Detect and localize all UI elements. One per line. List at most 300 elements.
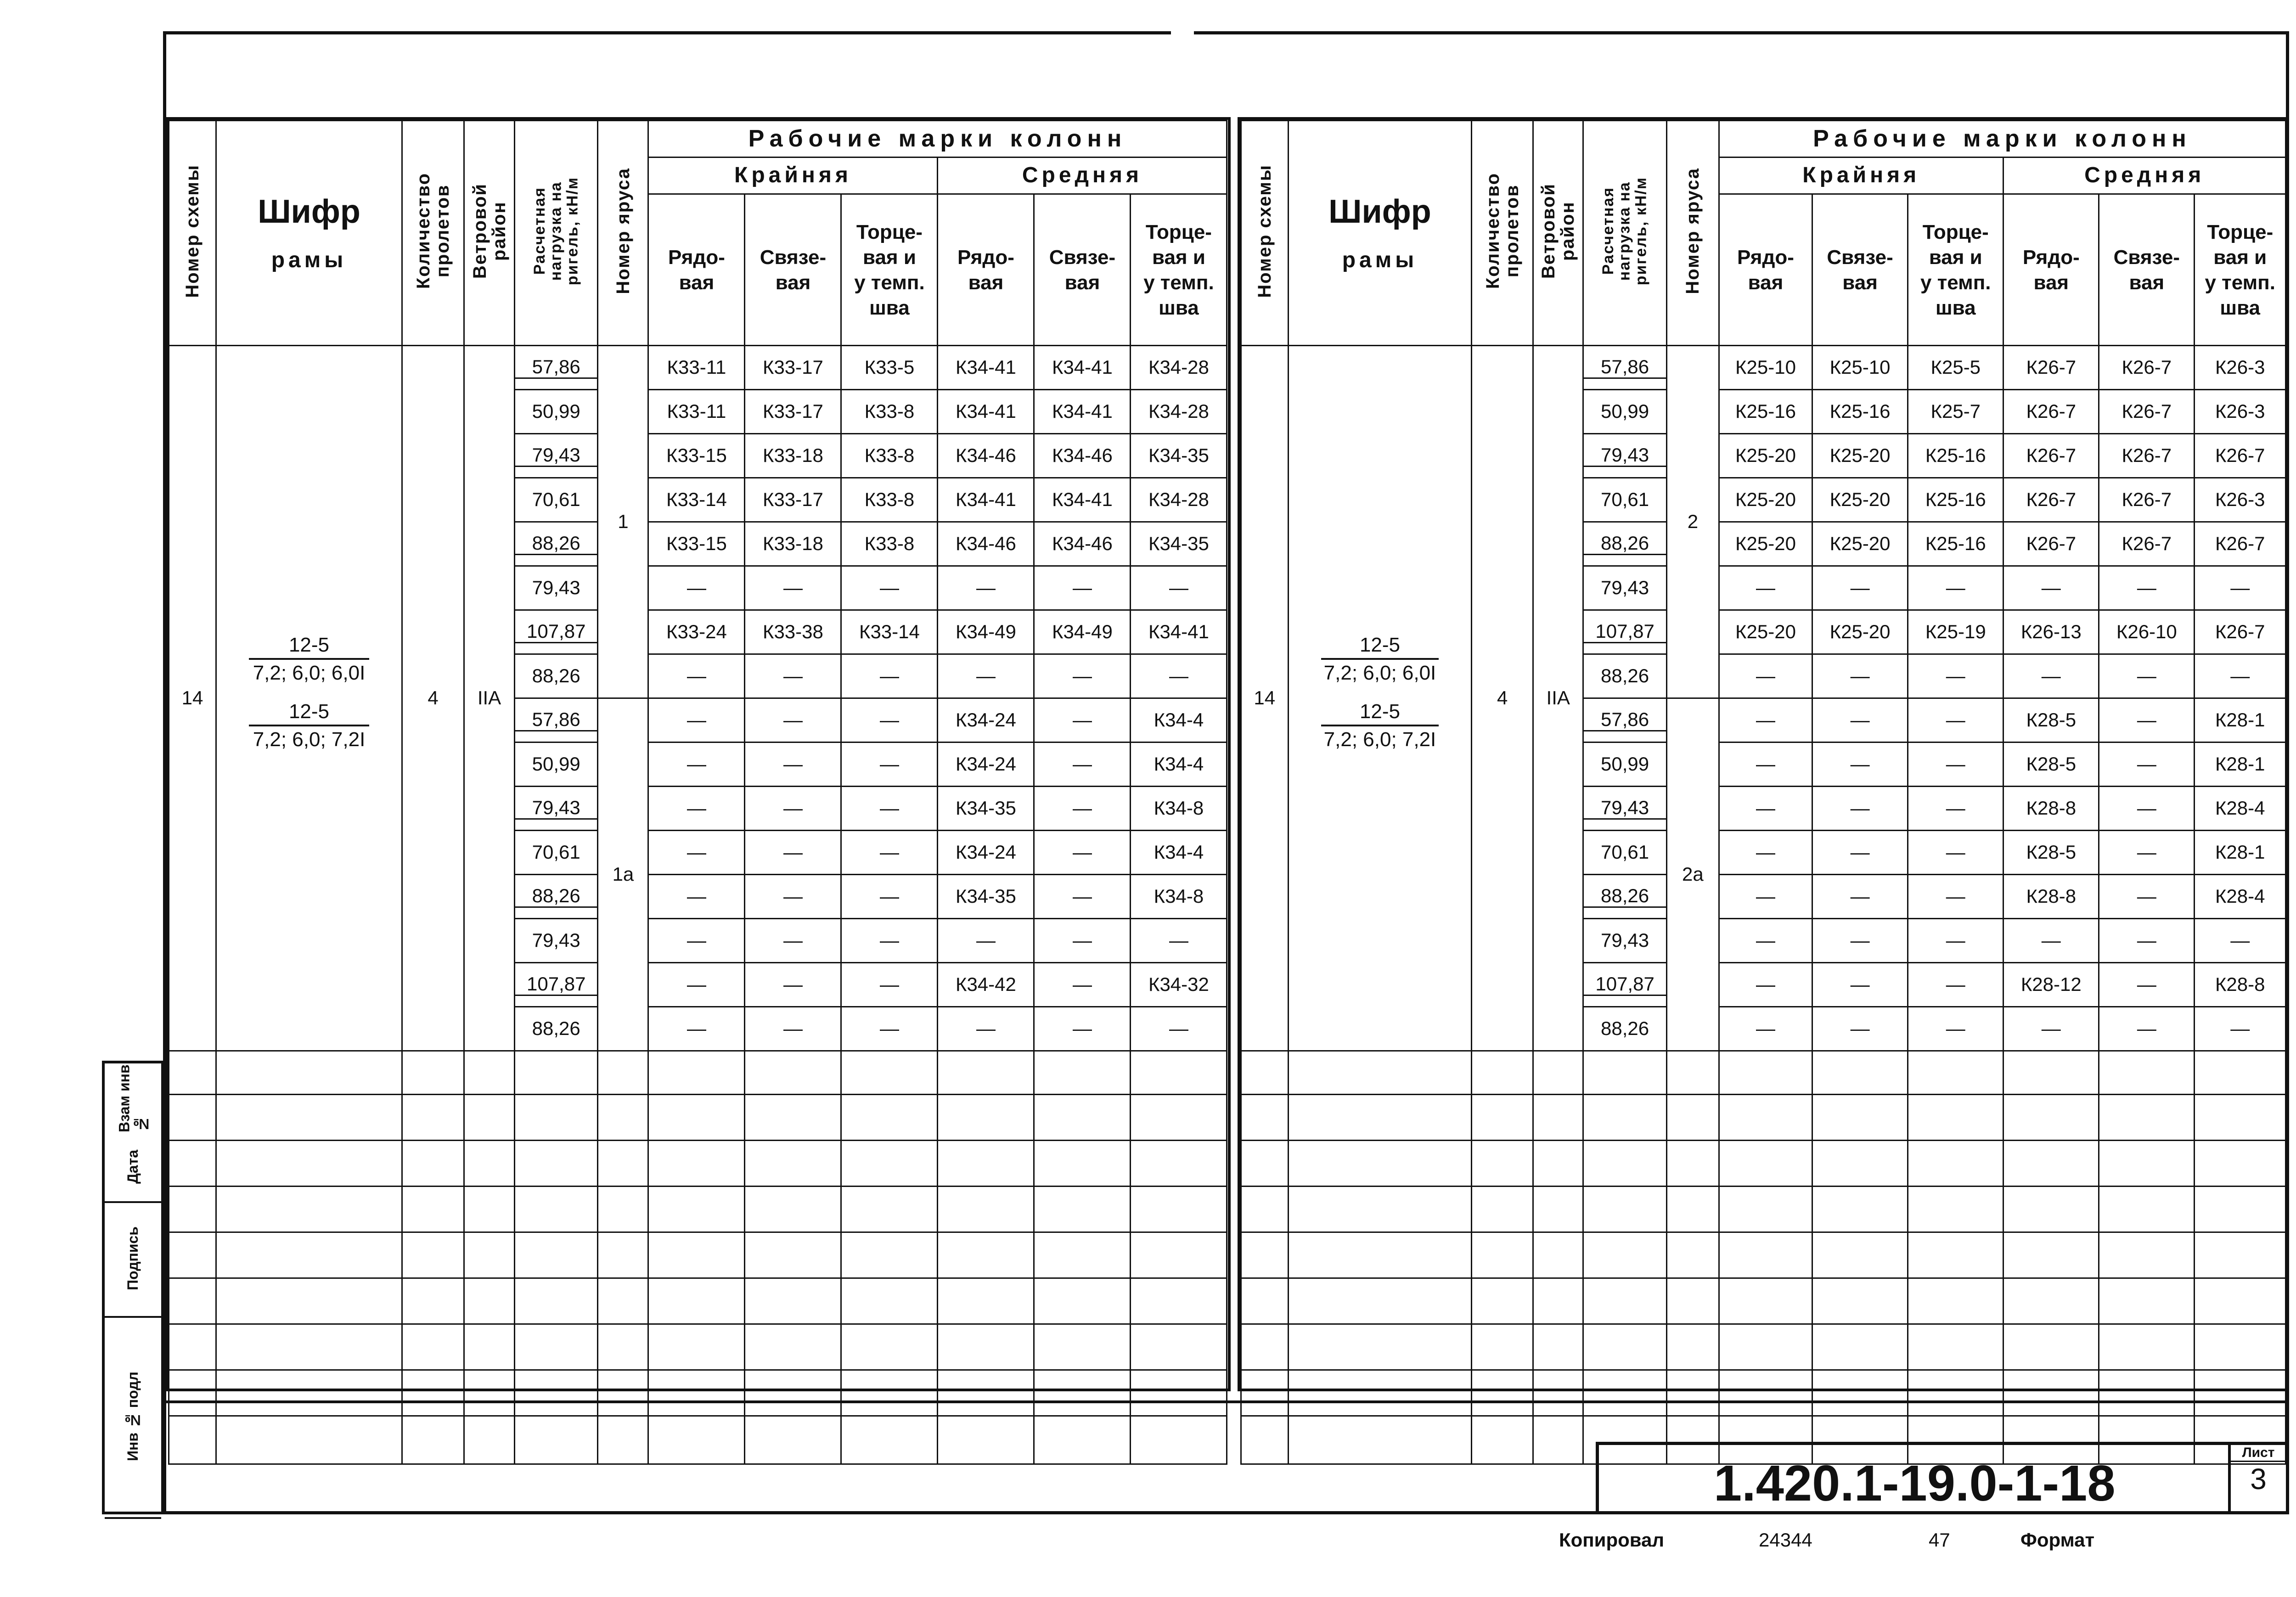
load-value [1583, 831, 1666, 875]
load-value [515, 390, 598, 434]
load-text: 79,43 [515, 444, 597, 467]
column-mark: — [2003, 1007, 2099, 1051]
column-mark: — [841, 919, 938, 963]
column-mark: К34-35 [938, 875, 1034, 919]
empty-cell [169, 1051, 216, 1095]
column-mark: — [1719, 963, 1812, 1007]
load-text: 70,61 [532, 489, 580, 511]
empty-cell [1131, 1095, 1227, 1141]
column-mark: — [1812, 654, 1908, 698]
load-text: 70,61 [1601, 489, 1649, 511]
column-mark: К28-8 [2003, 875, 2099, 919]
empty-cell [745, 1141, 841, 1187]
column-mark: К25-16 [1908, 478, 2003, 522]
empty-cell [1908, 1232, 2003, 1278]
header-frame-code [216, 121, 402, 346]
column-mark: — [841, 831, 938, 875]
column-mark: — [1812, 831, 1908, 875]
empty-cell [169, 1095, 216, 1141]
column-mark: — [841, 1007, 938, 1051]
empty-cell [402, 1324, 464, 1370]
empty-cell [2003, 1370, 2099, 1416]
column-mark: — [1908, 875, 2003, 919]
empty-cell [1812, 1324, 1908, 1370]
empty-cell [841, 1051, 938, 1095]
column-mark: К33-15 [648, 522, 745, 566]
column-mark: К33-14 [841, 610, 938, 654]
empty-cell [1472, 1187, 1533, 1232]
header-label: Расчетная нагрузка на ригель, кН/м [530, 176, 581, 286]
load-text: 50,99 [532, 400, 580, 422]
empty-cell [648, 1095, 745, 1141]
load-text: 88,26 [532, 1018, 580, 1040]
column-mark: К26-3 [2195, 390, 2286, 434]
empty-row [169, 1278, 1227, 1324]
empty-cell [648, 1370, 745, 1416]
empty-cell [1812, 1187, 1908, 1232]
empty-cell [1131, 1416, 1227, 1464]
column-mark: К26-3 [2195, 346, 2286, 390]
column-mark: К25-10 [1812, 346, 1908, 390]
load-value [1583, 610, 1666, 654]
load-text: 57,86 [515, 356, 597, 379]
column-mark: — [2195, 654, 2286, 698]
column-mark: К26-7 [2195, 610, 2286, 654]
column-mark: К25-20 [1719, 434, 1812, 478]
empty-cell [1719, 1141, 1812, 1187]
column-mark: — [1131, 919, 1227, 963]
header-column [2195, 194, 2286, 346]
empty-cell [1288, 1051, 1472, 1095]
load-value [515, 478, 598, 522]
load-text: 107,87 [1584, 621, 1666, 643]
column-mark: — [2099, 963, 2195, 1007]
column-mark: К33-18 [745, 522, 841, 566]
empty-cell [464, 1232, 515, 1278]
column-mark: К33-17 [745, 390, 841, 434]
load-text: 79,43 [1584, 444, 1666, 467]
column-mark: К25-7 [1908, 390, 2003, 434]
empty-cell [1666, 1051, 1719, 1095]
column-mark: — [841, 875, 938, 919]
frame-code-den: 7,2; 6,0; 6,0I [253, 662, 366, 685]
empty-cell [598, 1141, 648, 1187]
empty-cell [598, 1232, 648, 1278]
header-label: Номер яруса [613, 168, 633, 294]
empty-cell [402, 1141, 464, 1187]
column-mark: — [648, 919, 745, 963]
empty-cell [1666, 1370, 1719, 1416]
empty-cell [464, 1187, 515, 1232]
empty-cell [1131, 1324, 1227, 1370]
empty-cell [2099, 1051, 2195, 1095]
empty-cell [2195, 1051, 2286, 1095]
column-mark: К33-15 [648, 434, 745, 478]
column-mark: — [1719, 1007, 1812, 1051]
column-mark: — [1131, 1007, 1227, 1051]
empty-cell [1288, 1416, 1472, 1464]
empty-cell [1583, 1187, 1666, 1232]
frame-code-num: 12-5 [1321, 698, 1439, 726]
empty-row [169, 1370, 1227, 1416]
column-mark: — [1034, 654, 1131, 698]
column-mark: К26-7 [2003, 522, 2099, 566]
empty-cell [515, 1232, 598, 1278]
load-value [1583, 346, 1666, 390]
empty-cell [1533, 1324, 1583, 1370]
empty-cell [938, 1187, 1034, 1232]
header-label: Торце- вая и у темп. шва [2205, 220, 2275, 319]
empty-cell [1719, 1278, 1812, 1324]
column-mark: К34-24 [938, 831, 1034, 875]
empty-cell [1666, 1095, 1719, 1141]
header-tier [598, 121, 648, 346]
drawing-code: 1.420.1-19.0-1-18 [1714, 1455, 2116, 1512]
empty-cell [745, 1095, 841, 1141]
header-label: Торце- вая и у темп. шва [1143, 220, 1214, 319]
header-label: Средняя [1022, 163, 1143, 188]
column-mark: — [1812, 742, 1908, 787]
empty-cell [1472, 1278, 1533, 1324]
empty-cell [1908, 1095, 2003, 1141]
column-mark: К26-7 [2003, 390, 2099, 434]
column-mark: — [938, 919, 1034, 963]
column-mark: К28-5 [2003, 831, 2099, 875]
column-mark: — [1908, 963, 2003, 1007]
load-text: 88,26 [515, 533, 597, 555]
column-mark: — [1908, 787, 2003, 831]
empty-cell [515, 1187, 598, 1232]
load-text: 70,61 [1601, 841, 1649, 863]
column-mark: К25-16 [1719, 390, 1812, 434]
column-mark: К34-8 [1131, 787, 1227, 831]
empty-cell [1812, 1095, 1908, 1141]
column-mark: К34-46 [1034, 434, 1131, 478]
column-mark: К25-5 [1908, 346, 2003, 390]
column-mark: К33-8 [841, 522, 938, 566]
load-text: 79,43 [532, 577, 580, 599]
empty-cell [1719, 1232, 1812, 1278]
column-mark: К33-8 [841, 478, 938, 522]
empty-cell [841, 1187, 938, 1232]
header-label: Расчетная нагрузка на ригель, кН/м [1599, 176, 1650, 286]
load-value [515, 963, 598, 1007]
column-mark: — [745, 698, 841, 742]
empty-cell [1812, 1141, 1908, 1187]
frame-code-cell [1288, 346, 1472, 1051]
load-value [1583, 522, 1666, 566]
column-mark: К33-17 [745, 346, 841, 390]
header-label: рамы [1342, 247, 1418, 272]
empty-row [169, 1141, 1227, 1187]
column-mark: — [745, 831, 841, 875]
empty-row [169, 1187, 1227, 1232]
column-mark: — [1908, 919, 2003, 963]
header-scheme-no [169, 121, 216, 346]
header-label: Связе- вая [1827, 246, 1893, 294]
column-mark: К25-20 [1812, 522, 1908, 566]
column-mark: — [2003, 919, 2099, 963]
header-group [1719, 121, 2286, 157]
column-mark: К33-17 [745, 478, 841, 522]
empty-cell [938, 1370, 1034, 1416]
empty-cell [1908, 1370, 2003, 1416]
column-mark: — [1131, 566, 1227, 610]
empty-cell [648, 1141, 745, 1187]
side-stamp [102, 1061, 164, 1514]
column-mark: — [1719, 698, 1812, 742]
load-value [515, 831, 598, 875]
column-mark: — [841, 566, 938, 610]
column-mark: К34-41 [938, 478, 1034, 522]
load-value [1583, 478, 1666, 522]
empty-cell [2099, 1324, 2195, 1370]
empty-cell [1288, 1232, 1472, 1278]
column-mark: — [745, 742, 841, 787]
column-mark: К34-42 [938, 963, 1034, 1007]
empty-cell [2003, 1051, 2099, 1095]
empty-cell [1034, 1187, 1131, 1232]
empty-cell [464, 1416, 515, 1464]
sheet-number: 3 [2250, 1462, 2267, 1496]
column-mark: К33-8 [841, 434, 938, 478]
empty-cell [402, 1095, 464, 1141]
side-stamp-cell: Подпись [105, 1201, 161, 1318]
empty-cell [938, 1278, 1034, 1324]
empty-cell [1583, 1324, 1666, 1370]
column-mark: — [648, 1007, 745, 1051]
column-mark: К28-8 [2195, 963, 2286, 1007]
tier-number: 2а [1666, 698, 1719, 1051]
column-mark: — [1719, 875, 1812, 919]
wind-region: IIA [1533, 346, 1583, 1051]
header-label: Рядо- вая [957, 246, 1014, 294]
header-label: Количество пролетов [1482, 173, 1522, 289]
column-mark: — [2099, 566, 2195, 610]
column-mark: — [1908, 654, 2003, 698]
column-mark: К34-4 [1131, 831, 1227, 875]
empty-cell [1241, 1370, 1289, 1416]
header-label: Рядо- вая [668, 246, 725, 294]
empty-cell [745, 1187, 841, 1232]
column-mark: — [2195, 566, 2286, 610]
empty-cell [464, 1324, 515, 1370]
column-mark: — [938, 566, 1034, 610]
column-mark: К25-20 [1719, 478, 1812, 522]
header-wind [464, 121, 515, 346]
column-mark: К34-32 [1131, 963, 1227, 1007]
header-group [648, 121, 1227, 157]
column-mark: К34-28 [1131, 390, 1227, 434]
load-value [1583, 742, 1666, 787]
empty-cell [1131, 1232, 1227, 1278]
column-mark: К34-8 [1131, 875, 1227, 919]
empty-cell [1241, 1232, 1289, 1278]
column-mark: К26-10 [2099, 610, 2195, 654]
column-mark: — [1034, 566, 1131, 610]
empty-cell [169, 1278, 216, 1324]
column-mark: К26-7 [2003, 434, 2099, 478]
empty-cell [1583, 1278, 1666, 1324]
empty-cell [841, 1370, 938, 1416]
column-mark: — [2195, 919, 2286, 963]
load-value [1583, 566, 1666, 610]
header-column [938, 194, 1034, 346]
empty-cell [1908, 1187, 2003, 1232]
column-mark: — [1034, 698, 1131, 742]
empty-row [169, 1416, 1227, 1464]
column-mark: — [1719, 566, 1812, 610]
load-value [515, 610, 598, 654]
empty-cell [1241, 1416, 1289, 1464]
empty-cell [648, 1278, 745, 1324]
load-value [1583, 963, 1666, 1007]
load-text: 79,43 [1584, 797, 1666, 820]
empty-cell [216, 1232, 402, 1278]
empty-cell [1034, 1051, 1131, 1095]
column-mark: К28-4 [2195, 787, 2286, 831]
column-mark: — [2099, 919, 2195, 963]
empty-cell [1583, 1370, 1666, 1416]
empty-cell [2099, 1278, 2195, 1324]
tier-number: 2 [1666, 346, 1719, 698]
column-mark: К34-41 [938, 346, 1034, 390]
column-mark: — [2099, 831, 2195, 875]
column-mark: — [2099, 742, 2195, 787]
empty-cell [1719, 1324, 1812, 1370]
column-mark: К33-8 [841, 390, 938, 434]
column-mark: — [841, 742, 938, 787]
empty-cell [2195, 1187, 2286, 1232]
column-mark: — [1812, 919, 1908, 963]
empty-cell [216, 1095, 402, 1141]
column-mark: — [1812, 875, 1908, 919]
load-text: 79,43 [1601, 929, 1649, 951]
header-column [2003, 194, 2099, 346]
header-label: Рядо- вая [1737, 246, 1794, 294]
column-mark: К25-20 [1812, 478, 1908, 522]
empty-cell [464, 1051, 515, 1095]
empty-row [1241, 1278, 2286, 1324]
frame-code-den: 7,2; 6,0; 6,0I [1323, 662, 1436, 685]
column-mark: К25-20 [1719, 610, 1812, 654]
empty-cell [1719, 1187, 1812, 1232]
empty-row [169, 1051, 1227, 1095]
column-mark: — [648, 742, 745, 787]
empty-cell [2195, 1095, 2286, 1141]
empty-cell [2099, 1141, 2195, 1187]
empty-cell [745, 1278, 841, 1324]
scheme-number: 14 [1241, 346, 1289, 1051]
load-text: 107,87 [1584, 973, 1666, 996]
header-label: Связе- вая [2113, 246, 2180, 294]
empty-cell [2195, 1232, 2286, 1278]
header-scheme-no [1241, 121, 1289, 346]
column-mark: — [841, 963, 938, 1007]
empty-cell [2099, 1187, 2195, 1232]
header-column [1034, 194, 1131, 346]
empty-cell [464, 1278, 515, 1324]
header-label: Количество пролетов [413, 173, 453, 289]
footer-format: Формат [2020, 1529, 2095, 1551]
column-mark: К25-20 [1812, 434, 1908, 478]
column-mark: К26-7 [2195, 522, 2286, 566]
column-mark: — [745, 1007, 841, 1051]
column-mark: — [1812, 698, 1908, 742]
table-row [169, 346, 1227, 390]
empty-cell [1034, 1324, 1131, 1370]
header-middle [938, 157, 1227, 194]
column-mark: — [1908, 698, 2003, 742]
column-mark: — [1908, 566, 2003, 610]
empty-cell [1034, 1278, 1131, 1324]
empty-cell [1034, 1370, 1131, 1416]
empty-cell [938, 1051, 1034, 1095]
empty-cell [1533, 1416, 1583, 1464]
empty-cell [169, 1141, 216, 1187]
header-label: Рабочие марки колонн [748, 125, 1127, 152]
header-spans [1472, 121, 1533, 346]
empty-cell [515, 1278, 598, 1324]
column-mark: — [1908, 742, 2003, 787]
empty-cell [216, 1278, 402, 1324]
frame-code-num: 12-5 [1321, 632, 1439, 660]
empty-cell [841, 1324, 938, 1370]
empty-row [169, 1232, 1227, 1278]
column-mark: К34-46 [1034, 522, 1131, 566]
header-column [1908, 194, 2003, 346]
empty-cell [648, 1051, 745, 1095]
column-mark: — [648, 698, 745, 742]
column-mark: К34-4 [1131, 698, 1227, 742]
empty-cell [169, 1370, 216, 1416]
column-mark: — [1812, 566, 1908, 610]
column-mark: К34-4 [1131, 742, 1227, 787]
empty-cell [1666, 1141, 1719, 1187]
header-label: Средняя [2084, 163, 2205, 188]
frame-code [217, 632, 401, 753]
load-text: 88,26 [1601, 665, 1649, 687]
header-label: Рабочие марки колонн [1813, 125, 2192, 152]
header-label: Торце- вая и у темп. шва [1920, 220, 1991, 319]
empty-cell [1288, 1324, 1472, 1370]
column-mark: К26-7 [2099, 522, 2195, 566]
empty-cell [402, 1051, 464, 1095]
column-mark: К28-5 [2003, 698, 2099, 742]
header-label: Шифр [1328, 193, 1431, 230]
column-mark: К28-5 [2003, 742, 2099, 787]
load-value [1583, 919, 1666, 963]
column-mark: — [648, 566, 745, 610]
empty-cell [2003, 1232, 2099, 1278]
load-value [1583, 654, 1666, 698]
header-label: Номер схемы [1254, 164, 1275, 298]
header-column [1719, 194, 1812, 346]
header-column [841, 194, 938, 346]
load-text: 79,43 [532, 929, 580, 951]
empty-cell [1288, 1278, 1472, 1324]
empty-cell [1472, 1141, 1533, 1187]
column-mark: К34-24 [938, 742, 1034, 787]
empty-cell [1533, 1187, 1583, 1232]
column-mark: К25-20 [1812, 610, 1908, 654]
empty-cell [515, 1141, 598, 1187]
column-mark: — [1908, 1007, 2003, 1051]
right-table [1238, 117, 2289, 1391]
load-value [515, 919, 598, 963]
empty-cell [1131, 1187, 1227, 1232]
empty-cell [1472, 1095, 1533, 1141]
